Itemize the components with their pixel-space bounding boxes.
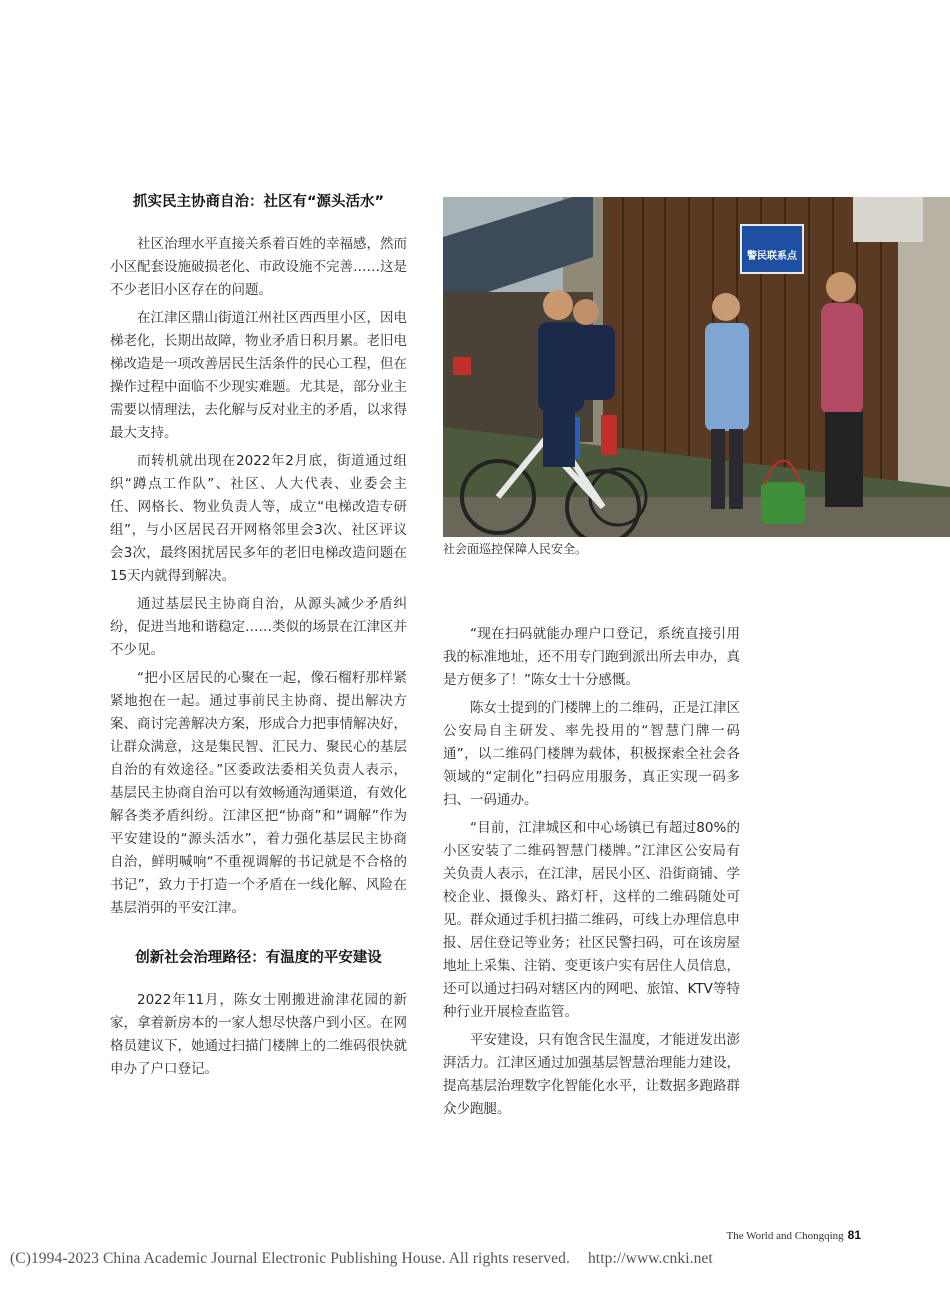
photo-caption: 社会面巡控保障人民安全。	[443, 542, 588, 556]
section2-paragraph-1: 2022年11月，陈女士刚搬进渝津花园的新家，拿着新房本的一家人想尽快落户到小区。在网格员建议下，她通过扫描门楼牌上的二维码很快就申办了户口登记。	[110, 992, 407, 1077]
section1-paragraph-1: 社区治理水平直接关系着百姓的幸福感，然而小区配套设施破损老化、市政设施不完善……这是不少老旧小区存在的问题。	[110, 236, 407, 298]
right-paragraph-2: 陈女士提到的门楼牌上的二维码，正是江津区公安局自主研发、率先投用的“智慧门牌一码通”，以二维码门楼牌为载体，积极探索全社会各领域的“定制化”扫码应用服务，真正实现一码多扫、一码通办。	[443, 700, 740, 808]
section1-heading: 抓实民主协商自治：社区有“源头活水”	[132, 194, 385, 210]
left-column	[110, 190, 407, 1086]
journal-name: The World and Chongqing	[726, 1230, 844, 1242]
section1-paragraph-4: 通过基层民主协商自治，从源头减少矛盾纠纷，促进当地和谐稳定……类似的场景在江津区并不少见。	[110, 596, 407, 658]
section1-paragraph-2: 在江津区鼎山街道江州社区西西里小区，因电梯老化，长期出故障，物业矛盾日积月累。老旧电梯改造是一项改善居民生活条件的民心工程，但在操作过程中面临不少现实难题。尤其是，部分业主需要以情理法，去化解与反对业主的矛盾，以求得最大支持。	[110, 310, 407, 441]
section1-paragraph-5: “把小区居民的心聚在一起，像石榴籽那样紧紧地抱在一起。通过事前民主协商、提出解决方案、商讨完善解决方案，形成合力把事情解决好，让群众满意，这是集民智、汇民力、聚民心的基层自治的有效途径。”区委政法委相关负责人表示，基层民主协商自治可以有效畅通沟通渠道，有效化解各类矛盾纠纷。江津区把“协商”和“调解”作为平安建设的“源头活水”，着力强化基层民主协商自治，鲜明喊响“不重视调解的书记就是不合格的书记”，致力于打造一个矛盾在一线化解、风险在基层消弭的平安江津。	[110, 670, 407, 916]
section1-paragraph-3: 而转机就出现在2022年2月底，街道通过组织“蹲点工作队”、社区、人大代表、业委会主任、网格长、物业负责人等，成立“电梯改造专研组”，与小区居民召开网格邻里会3次、社区评议会3次，最终困扰居民多年的老旧电梯改造问题在15天内就得到解决。	[110, 453, 407, 584]
page-footer	[726, 1228, 861, 1242]
right-column	[443, 623, 740, 1126]
copyright-notice	[10, 1250, 713, 1268]
section2-heading: 创新社会治理路径：有温度的平安建设	[135, 950, 382, 966]
page-number: 81	[847, 1228, 861, 1242]
right-paragraph-4: 平安建设，只有饱含民生温度，才能迸发出澎湃活力。江津区通过加强基层智慧治理能力建设，提高基层治理数字化智能化水平，让数据多跑路群众少跑腿。	[443, 1032, 740, 1117]
cnki-link[interactable]: http://www.cnki.net	[587, 1250, 713, 1267]
right-paragraph-3: “目前，江津城区和中心场镇已有超过80%的小区安装了二维码智慧门楼牌。”江津区公安局有关负责人表示，在江津，居民小区、沿街商铺、学校企业、摄像头、路灯杆，这样的二维码随处可见。群众通过手机扫描二维码，可线上办理信息申报、居住登记等业务；社区民警扫码，可在该房屋地址上采集、注销、变更该户实有居住人员信息，还可以通过扫码对辖区内的网吧、旅馆、KTV等特种行业开展检查监管。	[443, 820, 740, 1020]
right-paragraph-1: “现在扫码就能办理户口登记，系统直接引用我的标准地址，还不用专门跑到派出所去申办，真是方便多了！”陈女士十分感慨。	[443, 626, 740, 688]
street-patrol-photo	[443, 197, 950, 537]
copyright-text: (C)1994-2023 China Academic Journal Electronic Publishing House. All rights reserved.	[10, 1250, 570, 1267]
sign-label: 警民联系点	[747, 251, 797, 262]
